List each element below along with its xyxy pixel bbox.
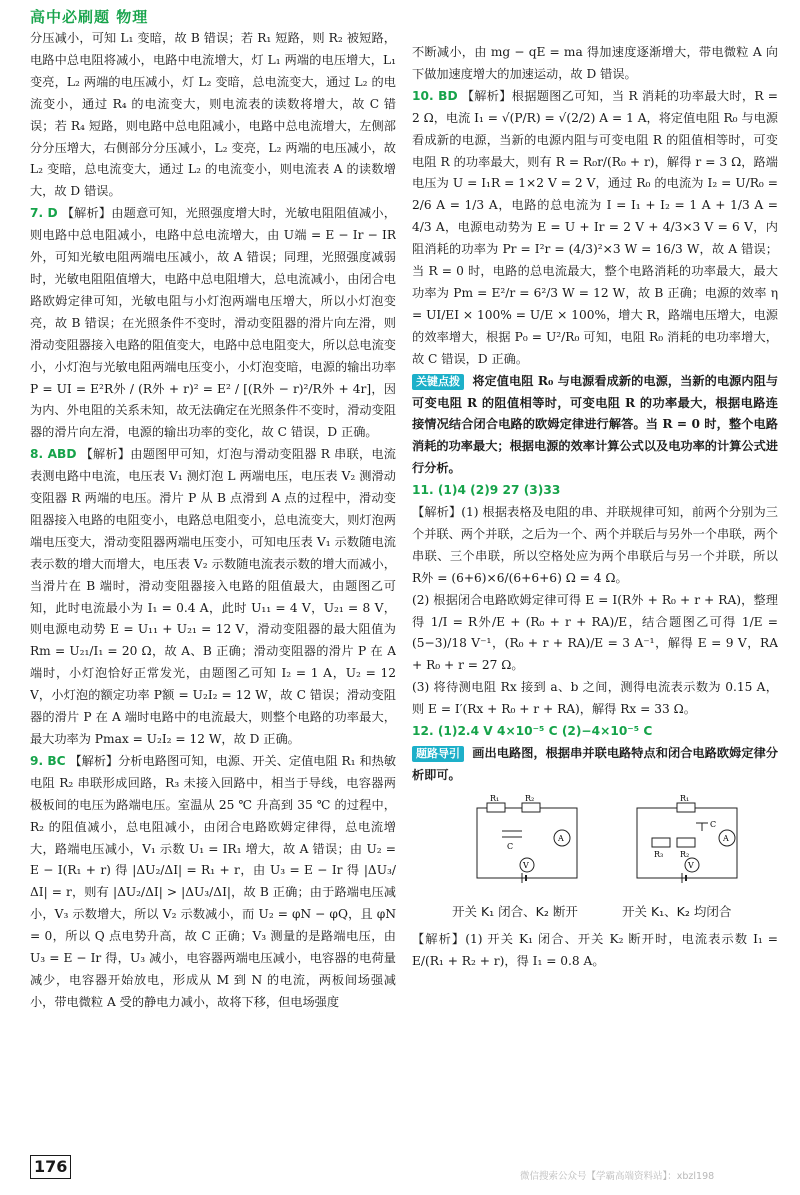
question-9-number: 9. BC: [30, 753, 66, 768]
question-11: [412, 480, 778, 502]
question-10-text: 【解析】根据题图乙可知，当 R 消耗的功率最大时，R = 2 Ω，电流 I₁ = √(P/R) = √(2/2) A = 1 A，将定值电阻 R₀ 与电源看成新的电源，当新的电源内阻与可变电阻 R 的阻值相等时，可变电阻 R 的功率最大，则有 R = R₀r/(R₀ + r)，解得 r = 3 Ω，路端电压为 U = I₁R = 1×2 V = 2 V，通过 R₀ 的电流为 I₂ = U/R₀ = 2/6 A = 1/3 A，电路的总电流为 I = I₁ + I₂ = 1 A + 1/3 A = 4/3 A，电源电动势为 E = U + Ir = 2 V + 4/3×3 V = 6 V，内阻消耗的功率为 Pr = I²r = (4/3)²×3 W = 16/3 W，故 A 错误；当 R = 0 时，电路的总电流最大，整个电路消耗的功率最大，最大功率为 Pm = E²/r = 6²/3 W = 12 W，故 B 正确；电源的效率 η = UI/EI × 100% = U/E × 100%，增大 R，路端电压增大，电源的效率增大，根据 P₀ = U²/R₀ 可知，电阻 R₀ 消耗的电功率增大，故 C 错误，D 正确。: [412, 88, 778, 366]
diagram-caption-2: 开关 K₁、K₂ 均闭合: [622, 903, 732, 919]
question-11-number: 11. (1)4 (2)9 27 (3)33: [412, 483, 561, 498]
diagram2-c-label: C: [710, 819, 717, 829]
circuit-diagrams: [412, 793, 778, 923]
question-8: [30, 444, 396, 751]
diagram-caption-1: 开关 K₁ 闭合、K₂ 断开: [452, 903, 578, 919]
key-point-box: [412, 371, 778, 481]
diagram1-c-label: C: [507, 841, 514, 851]
diagram1-r1-label: R₁: [490, 793, 500, 803]
question-11-part-3: (3) 将待测电阻 Rx 接到 a、b 之间，测得电流表示数为 0.15 A，则 E = I′(Rx + R₀ + r + RA)，解得 Rx = 33 Ω。: [412, 680, 778, 717]
question-7: [30, 203, 396, 444]
q6-continuation: 分压减小，可知 L₁ 变暗，故 B 错误；若 R₁ 短路，则 R₂ 被短路，电路中总电阻将减小，电路中电流增大，灯 L₁ 两端的电压增大，L₁ 变亮，L₂ 两端的电压减小，灯 L₂ 变暗，总电流变大，通过 L₂ 的电流变小，通过 R₄ 的电流变大，则电流表的读数将增大，故 C 错误；若 R₄ 短路，则电路中总电阻减小，电路中总电流增大，左侧部分分压增大，右侧部分分压减小，L₂ 变亮，L₂ 两端的电压减小，故 L₂ 变暗，总电流变大，通过 L₂ 的电流变小，则电流表 A 的读数增大，故 D 错误。: [30, 31, 396, 199]
q9-continuation: 不断减小，由 mg − qE = ma 得加速度逐渐增大，带电微粒 A 向下做加速度增大的加速运动，故 D 错误。: [412, 45, 778, 81]
diagram2-v-label: V: [688, 860, 694, 870]
diagram1-r2-label: R₂: [525, 793, 535, 803]
page-number: 176: [30, 1155, 71, 1179]
left-column: [30, 28, 396, 1150]
question-9: [30, 751, 396, 1014]
question-8-number: 8. ABD: [30, 447, 77, 462]
diagram2-a-label: A: [723, 833, 729, 843]
question-11-part-2: (2) 根据闭合电路欧姆定律可得 E = I(R外 + R₀ + r + RA)，整理得 1/I = R外/E + (R₀ + r + RA)/E，结合题图乙可得 1/E = (5−3)/18 V⁻¹，(R₀ + r + RA)/E = 3 A⁻¹，解得 E = 9 V，RA + R₀ + r = 27 Ω。: [412, 592, 778, 673]
question-12: [412, 721, 778, 743]
key-point-tag: 关键点拨: [412, 374, 464, 390]
diagram1-a-label: A: [558, 833, 564, 843]
question-7-text: 【解析】由题意可知，光照强度增大时，光敏电阻阻值减小，则电路中总电阻减小，电路中总电流增大，由 U端 = E − Ir − IR外，可知光敏电阻两端电压减小，故 A 错误；同理，光照强度减弱时，光敏电阻阻值增大，电路中总电阻增大，总电流减小，由闭合电路欧姆定律可知，光敏电阻与小灯泡两端电压增大，所以小灯泡变亮，故 B 错误；在光照条件不变时，滑动变阻器的滑片向左滑，则滑动变阻器接入电路的阻值变大，电路中总电阻变大，所以总电流变小，小灯泡与光敏电阻两端电压变小，小灯泡变暗，电源的输出功率 P = UI = E²R外 / (R外 + r)² = E² / [(R外 − r)²/R外 + 4r]，因为内、外电阻的关系未知，故无法确定在光照条件不变时，滑动变阻器的滑片向左滑，电源的输出功率的变化，故 C 错误，D 正确。: [30, 206, 396, 440]
question-12-number: 12. (1)2.4 V 4×10⁻⁵ C (2)−4×10⁻⁵ C: [412, 724, 653, 739]
circuit-diagram-1: [472, 793, 582, 898]
watermark: 微信搜索公众号【学霸高端资料站】：xbzl198: [520, 1171, 715, 1182]
key-point-text: 将定值电阻 R₀ 与电源看成新的电源，当新的电源内阻与可变电阻 R 的阻值相等时，可变电阻 R 的功率最大，根据电路连接情况结合闭合电路的欧姆定律进行解答。当 R = 0 时，整个电路消耗的功率最大；根据电源的效率计算公式以及电功率的计算公式进行分析。: [412, 373, 778, 476]
diagram2-r3-label: R₃: [654, 849, 664, 859]
page-header: 高中必刷题 物理: [30, 8, 149, 26]
question-10-number: 10. BD: [412, 88, 458, 103]
question-10: [412, 86, 778, 371]
question-7-number: 7. D: [30, 206, 58, 221]
question-12-guide: [412, 743, 778, 787]
guide-tag: 题路导引: [412, 746, 464, 762]
circuit-diagram-2: [632, 793, 742, 898]
question-8-text: 【解析】由题图甲可知，灯泡与滑动变阻器 R 串联，电流表测电路中电流，电压表 V₁ 测灯泡 L 两端电压，电压表 V₂ 测滑动变阻器 R 两端的电压。滑片 P 从 B 点滑到 A 点的过程中，滑动变阻器接入电路的电阻变小，电路总电阻变小，总电流变大，则灯泡两端电压变大，滑动变阻器两端电压变小，可知电压表 V₁ 示数随电流表示数的增大而增大，电压表 V₂ 示数随电流表示数的增大而减小，当滑片在 B 端时，滑动变阻器接入电路的阻值最大，由题图乙可知，此时电流最小为 I₁ = 0.4 A，此时 U₁₁ = 4 V，U₂₁ = 8 V，则电源电动势 E = U₁₁ + U₂₁ = 12 V，滑动变阻器的最大阻值为 Rm = U₂₁/I₁ = 20 Ω，故 A、B 正确；滑动变阻器的滑片 P 在 A 端时，小灯泡恰好正常发光，由题图乙可知 I₂ = 1 A，U₂ = 12 V，小灯泡的额定功率 P额 = U₂I₂ = 12 W，故 C 错误；滑动变阻器的滑片 P 在 A 端时电路中的电流最大，则整个电路的功率最大，最大功率为 Pmax = U₂I₂ = 12 W，故 D 正确。: [30, 447, 396, 746]
right-column: [412, 42, 778, 1150]
question-11-part-1: 【解析】(1) 根据表格及电阻的串、并联规律可知，前两个分别为三个并联、两个并联，之后为一个、两个并联后与另外一个串联，两个串联、三个串联，所以空格处应为两个串联后与另一个并联，所以 R外 = (6+6)×6/(6+6+6) Ω = 4 Ω。: [412, 505, 778, 585]
diagram2-r2-label: R₂: [680, 849, 690, 859]
guide-text: 画出电路图，根据串并联电路特点和闭合电路欧姆定律分析即可。: [412, 746, 778, 782]
question-12-text: 【解析】(1) 开关 K₁ 闭合、开关 K₂ 断开时，电流表示数 I₁ = E/(R₁ + R₂ + r)，得 I₁ = 0.8 A。: [412, 931, 778, 968]
question-9-text: 【解析】分析电路图可知，电源、开关、定值电阻 R₁ 和热敏电阻 R₂ 串联形成回路，R₃ 未接入回路中，相当于导线，电容器两极板间的电压为路端电压。室温从 25 ℃ 升高到 35 ℃ 的过程中，R₂ 的阻值减小，总电阻减小，由闭合电路欧姆定律得，总电流增大，路端电压减小，V₁ 示数 U₁ = IR₁ 增大，故 A 错误；由 U₂ = E − I(R₁ + r) 得 |ΔU₂/ΔI| = R₁ + r，由 U₃ = E − Ir 得 |ΔU₃/ΔI| = r，则有 |ΔU₂/ΔI| > |ΔU₃/ΔI|，故 B 正确；由于路端电压减小，V₃ 示数增大，所以 V₂ 示数减小，而 U₂ = φN − φQ，且 φN = 0，所以 Q 点电势升高，故 C 正确；V₃ 测量的是路端电压，由 U₃ = E − Ir 得，U₃ 减小，电容器两端电压减小，电容器的电荷量减少，电容器开始放电，形成从 M 到 N 的电流，两板间场强减小，带电微粒 A 受的静电力减小，故将下移，但电场强度: [30, 753, 396, 1009]
diagram1-v-label: V: [523, 860, 529, 870]
diagram2-r1-label: R₁: [680, 793, 690, 803]
